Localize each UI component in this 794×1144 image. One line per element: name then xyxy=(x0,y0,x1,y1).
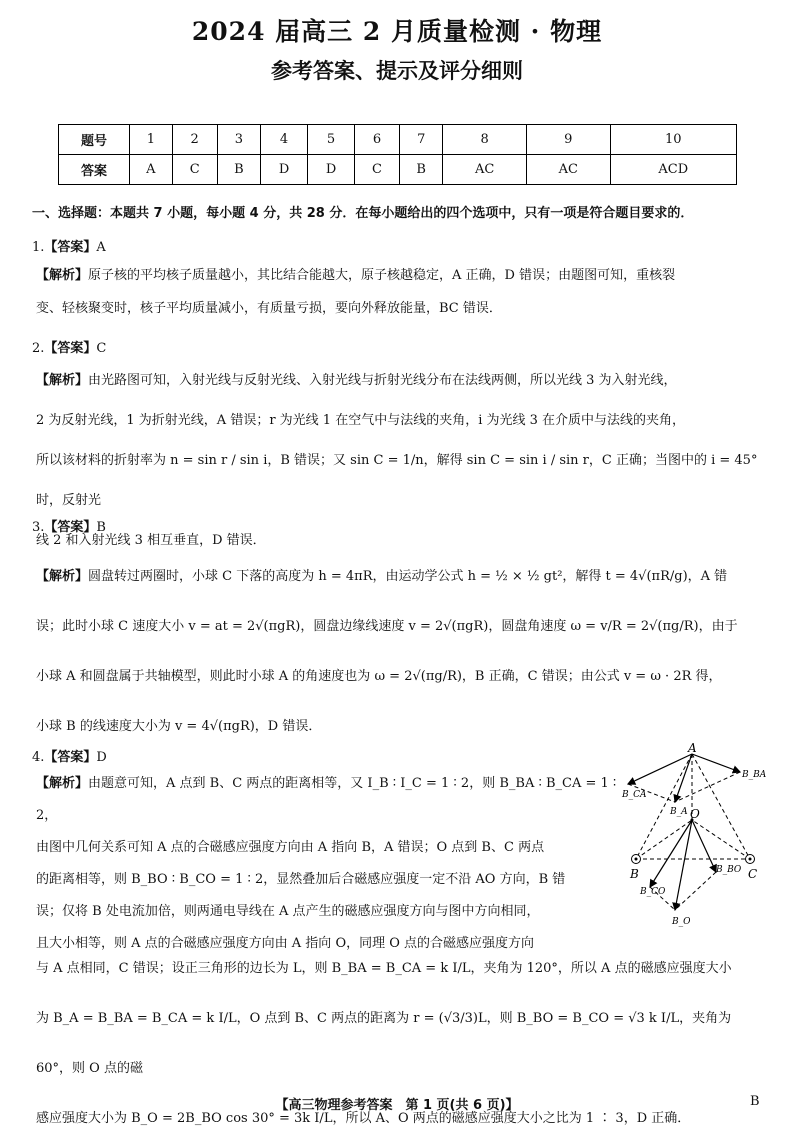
answer-value: C xyxy=(96,341,107,356)
analysis-line: 变、轻核聚变时，核子平均质量减小，有质量亏损，要向外释放能量，BC 错误． xyxy=(36,301,502,316)
analysis-line: 的距离相等，则 B_BO ∶ B_CO = 1 ∶ 2，显然叠加后合磁感应强度一定不沿 AO 方向，B 错 xyxy=(36,872,566,887)
question-1-analysis xyxy=(36,259,766,325)
page-title: 2024 届高三 2 月质量检测 · 物理 xyxy=(191,17,603,46)
question-4-answer xyxy=(32,746,107,765)
section-heading: 一、选择题：本题共 7 小题，每小题 4 分，共 28 分．在每小题给出的四个选项中，只有一项是符合题目要求的． xyxy=(32,206,694,221)
analysis-line: 且大小相等，则 A 点的合磁感应强度方向由 A 指向 O，同理 O 点的合磁感应强度方向 xyxy=(36,936,535,951)
analysis-line: 圆盘转过两圈时，小球 C 下落的高度为 h = 4πR，由运动学公式 h = ½ × ½ gt²，解得 t = 4√(πR/g)，A 错 xyxy=(88,569,728,584)
question-number: 3. xyxy=(32,520,45,535)
magnetic-field-diagram xyxy=(620,742,770,930)
analysis-line: 线 2 和入射光线 3 相互垂直，D 错误． xyxy=(36,533,266,548)
analysis-line: 误；此时小球 C 速度大小 v = at = 2√(πgR)，圆盘边缘线速度 v = 2√(πgR)，圆盘角速度 ω = v/R = 2√(πg/R)，由于 xyxy=(36,619,738,634)
answer-value: A xyxy=(96,240,106,255)
table-cell: 3 xyxy=(217,125,260,155)
label-b-a: B_A xyxy=(670,807,688,817)
answer-table-row-answers xyxy=(59,155,737,185)
table-cell: D xyxy=(261,155,308,185)
answer-tag: 【答案】 xyxy=(44,520,97,535)
question-3-answer xyxy=(32,516,106,535)
analysis-tag: 【解析】 xyxy=(36,569,89,584)
analysis-line: 为 B_A = B_BA = B_CA = k I/L，O 点到 B、C 两点的距离为 r = (√3/3)L，则 B_BO = B_CO = √3 k I/L，夹角为 60°，则 O 点的磁 xyxy=(36,1011,732,1076)
label-b-ba: B_BA xyxy=(742,770,767,780)
label-a: A xyxy=(688,742,697,755)
analysis-line: 由光路图可知，入射光线与反射光线、入射光线与折射光线分布在法线两侧，所以光线 3 为入射光线， xyxy=(88,373,677,388)
answer-table xyxy=(58,124,737,185)
answer-value: D xyxy=(96,750,107,765)
table-cell: D xyxy=(308,155,355,185)
table-cell: 6 xyxy=(355,125,400,155)
answer-tag: 【答案】 xyxy=(44,341,97,356)
question-number: 2. xyxy=(32,341,45,356)
table-cell: 9 xyxy=(526,125,610,155)
page-footer: 【高三物理参考答案 第 1 页(共 6 页)】 xyxy=(275,1098,519,1113)
label-b-o: B_O xyxy=(672,917,691,927)
answer-value: B xyxy=(96,520,106,535)
table-cell: B xyxy=(400,155,443,185)
table-cell: 4 xyxy=(261,125,308,155)
table-cell: 5 xyxy=(308,125,355,155)
table-cell: A xyxy=(130,155,173,185)
analysis-line: 误；仅将 B 处电流加倍，则两通电导线在 A 点产生的磁感应强度方向与图中方向相同， xyxy=(36,904,540,919)
table-cell: 1 xyxy=(130,125,173,155)
table-cell: ACD xyxy=(610,155,736,185)
analysis-tag: 【解析】 xyxy=(36,373,89,388)
analysis-line: 感应强度大小为 B_O = 2B_BO cos 30° = 3k I/L，所以 A、O 两点的磁感应强度大小之比为 1 ∶ 3，D 正确． xyxy=(36,1111,691,1126)
question-2-analysis xyxy=(36,361,766,561)
label-c: C xyxy=(748,867,758,881)
label-o: O xyxy=(690,807,700,821)
page-subtitle: 参考答案、提示及评分细则 xyxy=(271,58,523,83)
question-1-answer xyxy=(32,236,106,255)
table-cell: 7 xyxy=(400,125,443,155)
question-4-analysis-part1 xyxy=(36,768,626,960)
answer-table-row-numbers xyxy=(59,125,737,155)
version-label: B xyxy=(750,1094,760,1109)
label-b: B xyxy=(630,867,639,881)
analysis-line: 小球 A 和圆盘属于共轴模型，则此时小球 A 的角速度也为 ω = 2√(πg/R)，B 正确，C 错误；由公式 v = ω · 2R 得， xyxy=(36,669,722,684)
row-label-number: 题号 xyxy=(59,125,130,155)
analysis-line: 2 为反射光线，1 为折射光线，A 错误；r 为光线 1 在空气中与法线的夹角，i 为光线 3 在介质中与法线的夹角， xyxy=(36,413,686,428)
answer-tag: 【答案】 xyxy=(44,750,97,765)
question-2-answer xyxy=(32,337,106,356)
table-cell: AC xyxy=(526,155,610,185)
table-cell: 10 xyxy=(610,125,736,155)
table-cell: C xyxy=(172,155,217,185)
question-4-analysis-part2 xyxy=(36,944,766,1144)
analysis-line: 所以该材料的折射率为 n = sin r / sin i，B 错误；又 sin C = 1/n，解得 sin C = sin i / sin r，C 正确；当图中的 i = 45° 时，反射光 xyxy=(36,453,758,508)
table-cell: C xyxy=(355,155,400,185)
table-cell: 8 xyxy=(443,125,527,155)
label-b-bo: B_BO xyxy=(716,865,742,875)
analysis-line: 原子核的平均核子质量越小，其比结合能越大，原子核越稳定，A 正确，D 错误；由题图可知，重核裂 xyxy=(88,268,676,283)
table-cell: AC xyxy=(443,155,527,185)
label-b-ca: B_CA xyxy=(622,790,647,800)
question-3-analysis xyxy=(36,552,766,752)
table-cell: 2 xyxy=(172,125,217,155)
analysis-line: 由图中几何关系可知 A 点的合磁感应强度方向由 A 指向 B，A 错误；O 点到 B、C 两点 xyxy=(36,840,545,855)
row-label-answer: 答案 xyxy=(59,155,130,185)
question-number: 4. xyxy=(32,750,45,765)
table-cell: B xyxy=(217,155,260,185)
analysis-line: 与 A 点相同，C 错误；设正三角形的边长为 L，则 B_BA = B_CA = k I/L，夹角为 120°，所以 A 点的磁感应强度大小 xyxy=(36,961,732,976)
answer-tag: 【答案】 xyxy=(44,240,97,255)
question-number: 1. xyxy=(32,240,45,255)
analysis-line: 由题意可知，A 点到 B、C 两点的距离相等，又 I_B ∶ I_C = 1 ∶ 2，则 B_BA ∶ B_CA = 1 ∶ 2， xyxy=(36,776,617,823)
analysis-line: 小球 B 的线速度大小为 v = 4√(πgR)，D 错误． xyxy=(36,719,322,734)
analysis-tag: 【解析】 xyxy=(36,776,89,791)
analysis-tag: 【解析】 xyxy=(36,268,89,283)
label-b-co: B_CO xyxy=(640,887,666,897)
